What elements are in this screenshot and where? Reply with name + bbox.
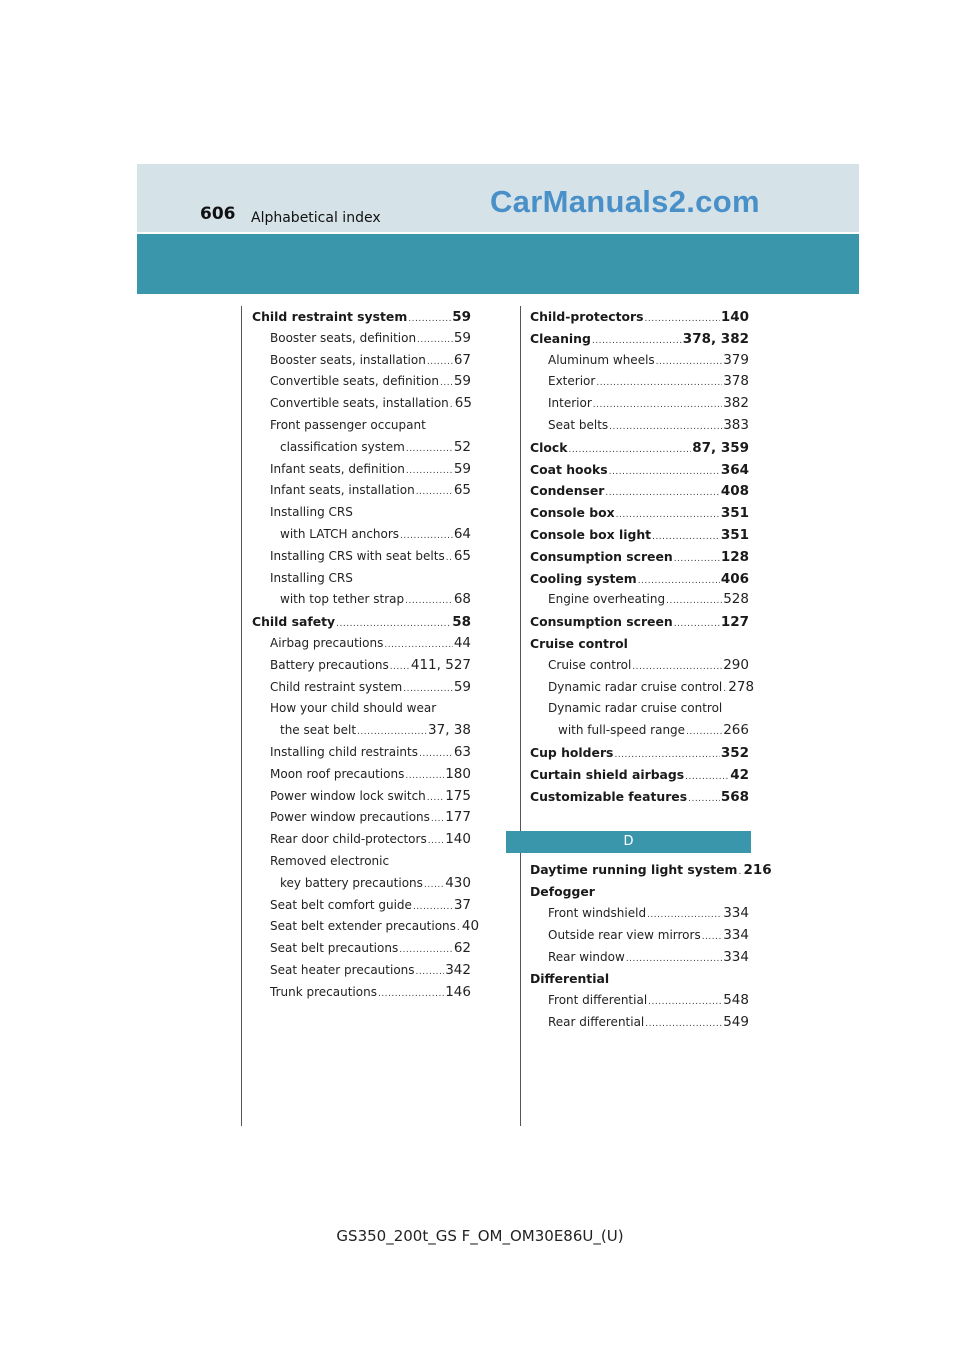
index-entry bbox=[530, 786, 749, 808]
index-subentry bbox=[252, 524, 471, 546]
leader-dots bbox=[390, 657, 410, 679]
index-entry bbox=[530, 502, 749, 524]
entry-label: Power window precautions bbox=[270, 810, 430, 825]
entry-page-number: 175 bbox=[445, 787, 471, 804]
leader-dots bbox=[416, 482, 453, 504]
entry-label: Convertible seats, definition bbox=[270, 374, 439, 389]
index-subentry bbox=[252, 829, 471, 851]
document-code: GS350_200t_GS F_OM_OM30E86U_(U) bbox=[336, 1227, 624, 1245]
entry-page-number: 64 bbox=[453, 525, 471, 542]
leader-dots bbox=[384, 635, 452, 657]
leader-dots bbox=[685, 767, 729, 789]
entry-label: Infant seats, installation bbox=[270, 483, 415, 498]
index-subentry bbox=[252, 328, 471, 350]
index-entry bbox=[530, 306, 749, 328]
leader-dots bbox=[632, 657, 722, 679]
index-entry: Cruise control bbox=[530, 635, 628, 651]
leader-dots bbox=[645, 309, 720, 331]
entry-label: Seat belt comfort guide bbox=[270, 897, 412, 912]
entry-label: Rear differential bbox=[548, 1014, 645, 1029]
index-subentry bbox=[252, 393, 471, 415]
index-subentry bbox=[252, 371, 471, 393]
index-entry bbox=[252, 611, 471, 633]
leader-dots bbox=[656, 352, 723, 374]
index-subentry bbox=[530, 393, 749, 415]
watermark: CarManuals2.com bbox=[490, 184, 760, 219]
leader-dots bbox=[431, 809, 444, 831]
index-subentry bbox=[252, 350, 471, 372]
leader-dots bbox=[450, 395, 454, 417]
entry-page-number: 37 bbox=[453, 896, 471, 913]
entry-page-number: 334 bbox=[723, 948, 749, 965]
entry-label: key battery precautions bbox=[280, 875, 423, 890]
leader-dots bbox=[674, 549, 720, 571]
index-subentry: Installing CRS bbox=[270, 505, 353, 520]
index-subentry bbox=[252, 546, 471, 568]
index-subentry bbox=[530, 655, 749, 677]
index-subentry bbox=[252, 764, 471, 786]
entry-label: Console box bbox=[530, 505, 615, 521]
entry-page-number: 42 bbox=[730, 766, 749, 783]
index-subentry bbox=[530, 677, 755, 699]
index-subentry bbox=[252, 437, 471, 459]
leader-dots bbox=[378, 984, 444, 1006]
leader-dots bbox=[427, 352, 453, 374]
index-subentry bbox=[252, 677, 471, 699]
index-entry bbox=[530, 568, 749, 590]
leader-dots bbox=[605, 483, 719, 505]
index-entry bbox=[530, 742, 749, 764]
entry-label: Consumption screen bbox=[530, 548, 673, 564]
entry-label: Exterior bbox=[548, 374, 596, 389]
entry-label: Installing CRS with seat belts bbox=[270, 548, 445, 563]
index-subentry bbox=[252, 807, 471, 829]
index-subentry bbox=[252, 786, 471, 808]
entry-label: Battery precautions bbox=[270, 657, 389, 672]
right-column-rule bbox=[520, 306, 521, 1126]
leader-dots bbox=[596, 373, 722, 395]
entry-page-number: 216 bbox=[743, 862, 772, 879]
index-subentry bbox=[252, 633, 471, 655]
entry-page-number: 406 bbox=[720, 570, 749, 587]
entry-page-number: 37, 38 bbox=[428, 722, 471, 739]
leader-dots bbox=[405, 591, 453, 613]
entry-label: Booster seats, definition bbox=[270, 330, 417, 345]
index-subentry bbox=[530, 589, 749, 611]
index-subentry: Front passenger occupant bbox=[270, 417, 426, 432]
leader-dots bbox=[416, 962, 445, 984]
entry-label: Curtain shield airbags bbox=[530, 766, 685, 782]
entry-label: Seat belt precautions bbox=[270, 941, 399, 956]
entry-label: Coat hooks bbox=[530, 461, 608, 477]
leader-dots bbox=[609, 462, 720, 484]
index-subentry bbox=[252, 655, 471, 677]
index-entry bbox=[252, 306, 471, 328]
entry-page-number: 548 bbox=[723, 992, 749, 1009]
leader-dots bbox=[403, 679, 453, 701]
entry-label: Cooling system bbox=[530, 570, 637, 586]
entry-page-number: 177 bbox=[445, 809, 471, 826]
index-subentry bbox=[252, 895, 471, 917]
entry-page-number: 63 bbox=[453, 743, 471, 760]
entry-label: Child restraint system bbox=[252, 309, 408, 324]
leader-dots bbox=[688, 789, 720, 811]
leader-dots bbox=[626, 949, 722, 971]
entry-label: Consumption screen bbox=[530, 614, 673, 630]
index-subentry bbox=[252, 916, 480, 938]
leader-dots bbox=[413, 897, 453, 919]
index-entry bbox=[530, 480, 749, 502]
leader-dots bbox=[357, 722, 427, 744]
entry-label: Rear window bbox=[548, 949, 625, 964]
entry-page-number: 351 bbox=[720, 526, 749, 543]
entry-page-number: 87, 359 bbox=[692, 439, 749, 456]
entry-label: Clock bbox=[530, 439, 568, 455]
index-subentry: How your child should wear bbox=[270, 701, 437, 716]
entry-label: with LATCH anchors bbox=[280, 526, 400, 541]
leader-dots bbox=[406, 439, 453, 461]
index-entry bbox=[530, 764, 749, 786]
leader-dots bbox=[609, 417, 722, 439]
index-subentry bbox=[530, 720, 749, 742]
index-column-right bbox=[530, 306, 772, 1034]
entry-page-number: 549 bbox=[723, 1013, 749, 1030]
leader-dots bbox=[406, 461, 453, 483]
index-entry bbox=[530, 611, 749, 633]
index-entry bbox=[530, 524, 749, 546]
entry-page-number: 379 bbox=[723, 351, 749, 368]
index-entry bbox=[530, 437, 749, 459]
entry-label: Trunk precautions bbox=[270, 984, 377, 999]
index-entry bbox=[530, 859, 772, 881]
leader-dots bbox=[593, 395, 722, 417]
entry-label: Seat belts bbox=[548, 417, 609, 432]
entry-label: Dynamic radar cruise control bbox=[548, 679, 723, 694]
entry-page-number: 59 bbox=[453, 329, 471, 346]
entry-page-number: 127 bbox=[720, 614, 749, 631]
index-subentry bbox=[530, 350, 749, 372]
entry-page-number: 334 bbox=[723, 926, 749, 943]
leader-dots bbox=[674, 614, 720, 636]
leader-dots bbox=[457, 918, 461, 940]
entry-label: classification system bbox=[280, 439, 405, 454]
leader-dots bbox=[428, 831, 445, 853]
entry-page-number: 278 bbox=[728, 678, 755, 695]
entry-page-number: 568 bbox=[720, 788, 749, 805]
entry-label: Infant seats, definition bbox=[270, 461, 405, 476]
entry-page-number: 383 bbox=[723, 416, 749, 433]
leader-dots bbox=[446, 548, 453, 570]
index-subentry bbox=[530, 947, 749, 969]
entry-page-number: 58 bbox=[452, 614, 471, 631]
leader-dots bbox=[686, 722, 722, 744]
index-subentry bbox=[530, 371, 749, 393]
leader-dots bbox=[419, 744, 453, 766]
entry-page-number: 65 bbox=[453, 482, 471, 499]
entry-page-number: 430 bbox=[445, 874, 471, 891]
entry-page-number: 378, 382 bbox=[682, 330, 749, 347]
index-subentry bbox=[252, 720, 471, 742]
entry-label: Installing child restraints bbox=[270, 744, 418, 759]
index-subentry: Removed electronic bbox=[270, 853, 390, 868]
index-subentry: Installing CRS bbox=[270, 570, 353, 585]
leader-dots bbox=[738, 862, 742, 884]
entry-page-number: 128 bbox=[720, 548, 749, 565]
entry-label: Cleaning bbox=[530, 330, 591, 346]
entry-label: Child restraint system bbox=[270, 679, 403, 694]
entry-label: Outside rear view mirrors bbox=[548, 927, 701, 942]
leader-dots bbox=[647, 905, 722, 927]
entry-label: Front differential bbox=[548, 993, 648, 1008]
index-entry: Differential bbox=[530, 971, 610, 987]
entry-page-number: 290 bbox=[723, 656, 749, 673]
entry-page-number: 352 bbox=[720, 744, 749, 761]
left-column-rule bbox=[241, 306, 242, 1126]
entry-label: Airbag precautions bbox=[270, 635, 384, 650]
leader-dots bbox=[666, 591, 722, 613]
entry-page-number: 334 bbox=[723, 904, 749, 921]
entry-label: Aluminum wheels bbox=[548, 352, 655, 367]
leader-dots bbox=[645, 1014, 722, 1036]
index-subentry bbox=[252, 459, 471, 481]
entry-page-number: 140 bbox=[445, 831, 471, 848]
index-entry bbox=[530, 546, 749, 568]
entry-label: Front windshield bbox=[548, 905, 647, 920]
entry-page-number: 59 bbox=[452, 309, 471, 325]
entry-label: Interior bbox=[548, 396, 592, 411]
entry-label: Condenser bbox=[530, 483, 605, 499]
leader-dots bbox=[405, 766, 444, 788]
leader-dots bbox=[424, 875, 444, 897]
section-title: Alphabetical index bbox=[251, 210, 381, 226]
index-subentry bbox=[530, 903, 749, 925]
index-subentry bbox=[252, 873, 471, 895]
entry-label: Rear door child-protectors bbox=[270, 832, 427, 847]
entry-label: Seat belt extender precautions bbox=[270, 919, 456, 934]
index-subentry bbox=[530, 990, 749, 1012]
entry-label: Console box light bbox=[530, 526, 652, 542]
entry-label: Power window lock switch bbox=[270, 788, 426, 803]
index-column-left bbox=[252, 306, 480, 1004]
entry-label: Moon roof precautions bbox=[270, 766, 405, 781]
entry-page-number: 180 bbox=[445, 765, 471, 782]
leader-dots bbox=[400, 526, 453, 548]
entry-label: Child safety bbox=[252, 614, 336, 630]
entry-label: with full-speed range bbox=[558, 723, 686, 738]
index-entry bbox=[530, 328, 749, 350]
index-subentry bbox=[252, 982, 471, 1004]
leader-dots bbox=[417, 330, 453, 352]
entry-page-number: 146 bbox=[445, 983, 471, 1000]
entry-page-number: 40 bbox=[461, 918, 480, 935]
entry-page-number: 411, 527 bbox=[410, 656, 471, 673]
leader-dots bbox=[723, 679, 727, 701]
entry-page-number: 528 bbox=[723, 591, 749, 608]
entry-page-number: 62 bbox=[453, 940, 471, 957]
header-accent-band bbox=[137, 234, 859, 294]
entry-page-number: 342 bbox=[445, 961, 471, 978]
index-subentry bbox=[252, 938, 471, 960]
entry-page-number: 65 bbox=[453, 547, 471, 564]
entry-page-number: 59 bbox=[453, 460, 471, 477]
entry-page-number: 382 bbox=[723, 395, 749, 412]
index-subentry bbox=[530, 1012, 749, 1034]
index-subentry bbox=[252, 742, 471, 764]
entry-label: the seat belt bbox=[280, 723, 357, 738]
leader-dots bbox=[702, 927, 723, 949]
entry-page-number: 59 bbox=[453, 678, 471, 695]
index-subentry bbox=[252, 960, 471, 982]
index-letter-heading: D bbox=[506, 831, 751, 853]
entry-label: Engine overheating bbox=[548, 592, 666, 607]
entry-page-number: 364 bbox=[720, 461, 749, 478]
index-entry: Defogger bbox=[530, 884, 595, 900]
leader-dots bbox=[648, 992, 722, 1014]
entry-page-number: 351 bbox=[720, 505, 749, 522]
entry-label: Customizable features bbox=[530, 788, 688, 804]
leader-dots bbox=[399, 940, 453, 962]
leader-dots bbox=[440, 373, 453, 395]
index-subentry bbox=[252, 589, 471, 611]
entry-page-number: 67 bbox=[453, 351, 471, 368]
entry-page-number: 408 bbox=[720, 483, 749, 500]
entry-label: Child-protectors bbox=[530, 309, 644, 324]
index-subentry bbox=[252, 480, 471, 502]
index-entry bbox=[530, 459, 749, 481]
entry-page-number: 140 bbox=[720, 309, 749, 325]
entry-label: Seat heater precautions bbox=[270, 962, 415, 977]
entry-label: Cruise control bbox=[548, 657, 632, 672]
entry-page-number: 378 bbox=[723, 373, 749, 390]
index-subentry: Dynamic radar cruise control bbox=[548, 701, 723, 716]
entry-label: Daytime running light system bbox=[530, 862, 738, 878]
entry-page-number: 44 bbox=[453, 634, 471, 651]
index-subentry bbox=[530, 415, 749, 437]
entry-page-number: 59 bbox=[453, 373, 471, 390]
entry-label: Booster seats, installation bbox=[270, 352, 426, 367]
entry-page-number: 68 bbox=[453, 591, 471, 608]
page-number: 606 bbox=[200, 204, 236, 224]
entry-page-number: 266 bbox=[723, 722, 749, 739]
index-subentry bbox=[530, 925, 749, 947]
entry-label: Convertible seats, installation bbox=[270, 396, 449, 411]
entry-label: Cup holders bbox=[530, 744, 614, 760]
entry-page-number: 65 bbox=[454, 395, 472, 412]
leader-dots bbox=[427, 788, 444, 810]
entry-label: with top tether strap bbox=[280, 592, 405, 607]
entry-page-number: 52 bbox=[453, 438, 471, 455]
